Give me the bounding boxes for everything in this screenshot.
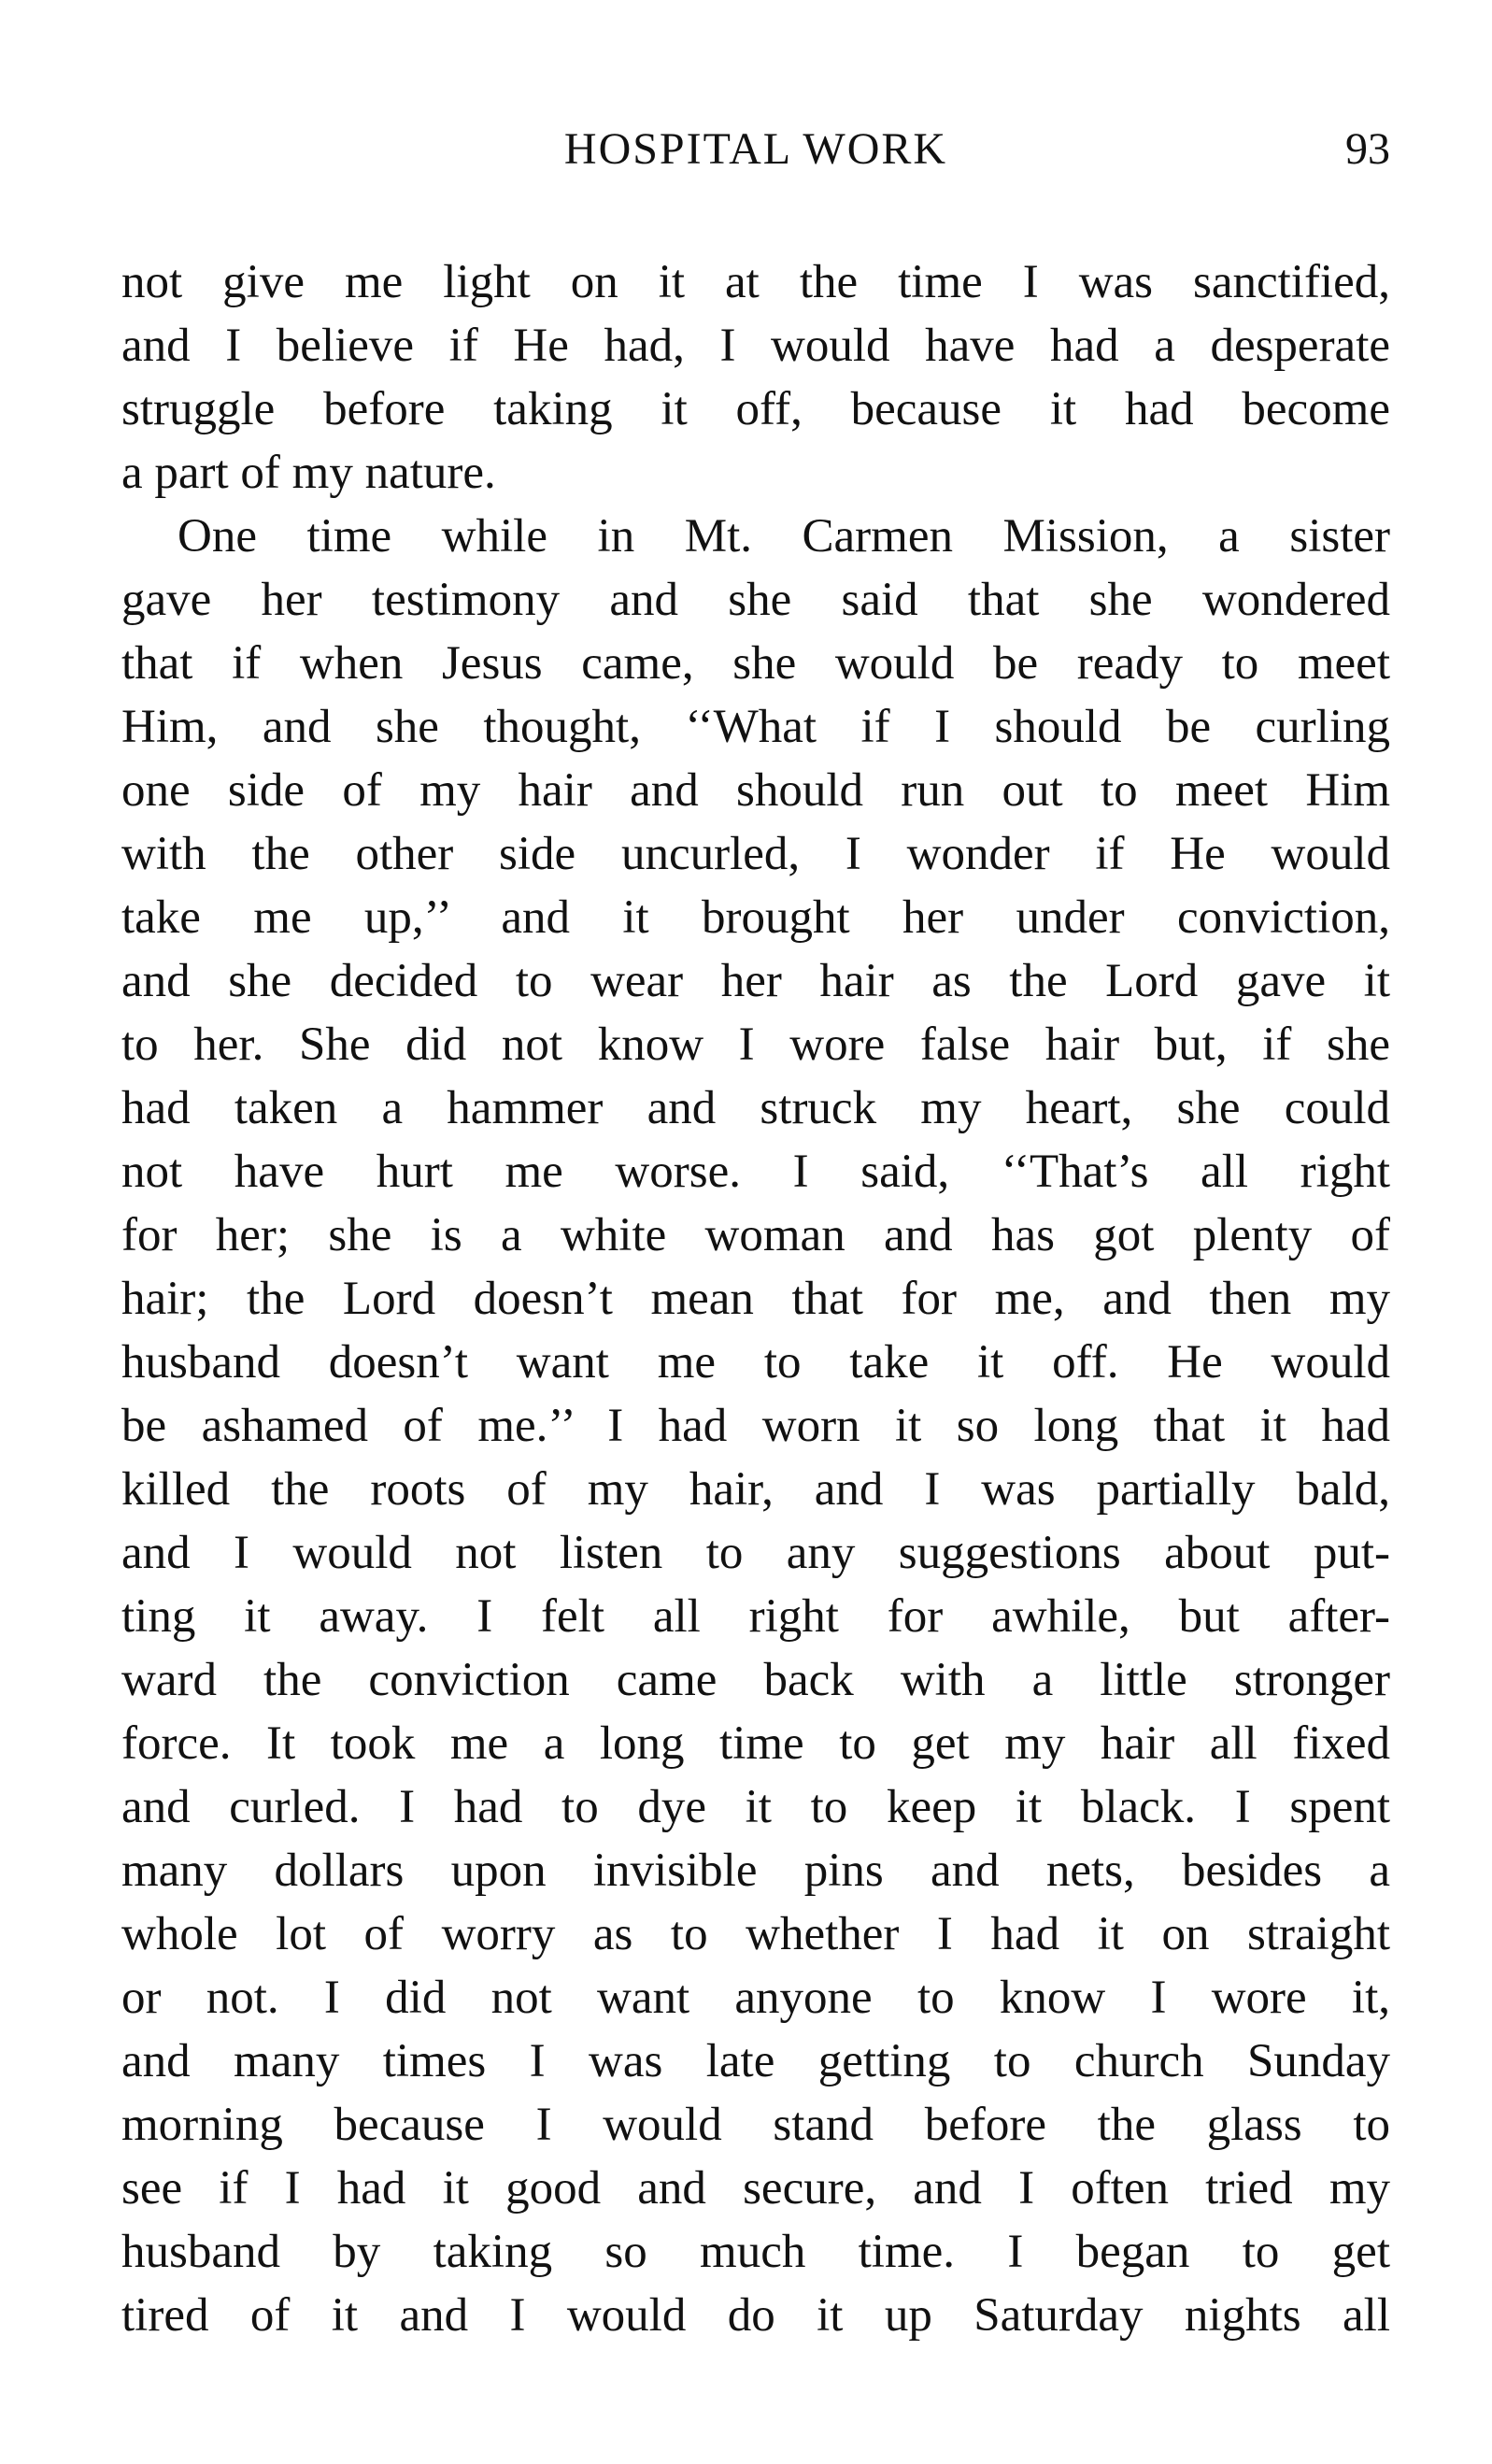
text-line: hair; the Lord doesn’t mean that for me, and then my	[121, 1273, 1390, 1325]
text-line: had taken a hammer and struck my heart, she could	[121, 1082, 1390, 1134]
text-line: be ashamed of me.’’ I had worn it so long that it had	[121, 1400, 1390, 1452]
text-line: ting it away. I felt all right for awhile, but after-	[121, 1590, 1390, 1643]
text-line: force. It took me a long time to get my hair all fixed	[121, 1717, 1390, 1770]
text-line: and many times I was late getting to church Sunday	[121, 2035, 1390, 2087]
text-line: gave her testimony and she said that she wondered	[121, 574, 1390, 626]
text-line: to her. She did not know I wore false hair but, if she	[121, 1018, 1390, 1071]
text-line: take me up,’’ and it brought her under conviction,	[121, 891, 1390, 944]
text-line: ward the conviction came back with a little stronger	[121, 1654, 1390, 1706]
running-head	[121, 121, 1390, 178]
text-line: struggle before taking it off, because it had become	[121, 383, 1390, 435]
text-line: One time while in Mt. Carmen Mission, a sister	[178, 510, 1390, 563]
text-line: see if I had it good and secure, and I often tried my	[121, 2162, 1390, 2215]
text-line: morning because I would stand before the glass to	[121, 2099, 1390, 2151]
text-line: Him, and she thought, ‘‘What if I should be curling	[121, 701, 1390, 753]
text-line: killed the roots of my hair, and I was partially bald,	[121, 1463, 1390, 1516]
text-line: and I would not listen to any suggestions about put-	[121, 1527, 1390, 1579]
text-line: or not. I did not want anyone to know I wore it,	[121, 1972, 1390, 2024]
running-title: HOSPITAL WORK	[563, 124, 948, 174]
text-line: and curled. I had to dye it to keep it black. I spent	[121, 1781, 1390, 1833]
page-number: 93	[1345, 124, 1390, 174]
text-line: a part of my nature.	[121, 447, 496, 499]
text-line: with the other side uncurled, I wonder if He would	[121, 828, 1390, 880]
text-line: whole lot of worry as to whether I had it on straight	[121, 1908, 1390, 1960]
text-line: tired of it and I would do it up Saturday nights all	[121, 2289, 1390, 2342]
text-line: and she decided to wear her hair as the Lord gave it	[121, 955, 1390, 1007]
text-line: not give me light on it at the time I was sanctified,	[121, 256, 1390, 308]
text-line: husband doesn’t want me to take it off. He would	[121, 1336, 1390, 1389]
text-line: one side of my hair and should run out to meet Him	[121, 764, 1390, 817]
text-line: not have hurt me worse. I said, ‘‘That’s all right	[121, 1146, 1390, 1198]
text-line: many dollars upon invisible pins and nets, besides a	[121, 1844, 1390, 1897]
text-line: and I believe if He had, I would have had a desperate	[121, 320, 1390, 372]
text-line: for her; she is a white woman and has got plenty of	[121, 1209, 1390, 1261]
text-line: husband by taking so much time. I began to get	[121, 2226, 1390, 2278]
body-text	[121, 250, 1390, 2347]
text-line: that if when Jesus came, she would be ready to meet	[121, 637, 1390, 690]
